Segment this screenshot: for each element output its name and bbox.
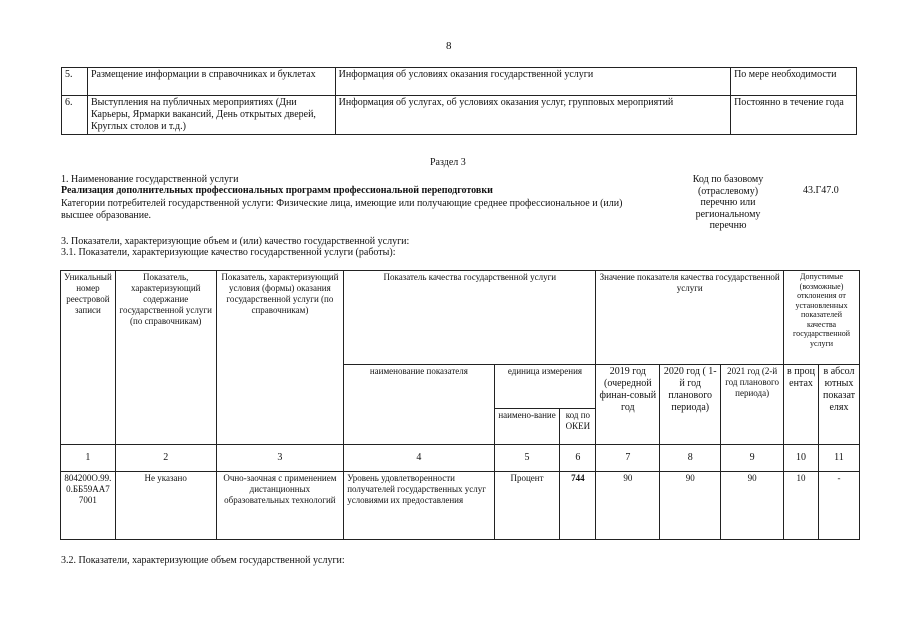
header-absolute: в абсолютных показателях	[819, 365, 860, 445]
consumer-categories: Категории потребителей государственной услуги: Физические лица, имеющие или получающие среднее профессиональное и (или) высшее образование.	[61, 198, 623, 221]
volume-heading: 3.2. Показатели, характеризующие объем государственной услуги:	[61, 555, 345, 566]
header-deviation: Допустимые (возможные) отклонения от установленных показателей качества государственной услуги	[784, 271, 860, 365]
column-number: 11	[819, 445, 860, 472]
row-number: 5.	[62, 68, 88, 96]
content-value: Не указано	[115, 472, 216, 540]
column-number: 1	[61, 445, 116, 472]
column-number: 4	[344, 445, 494, 472]
header-okei: код по ОКЕИ	[560, 409, 596, 445]
column-number: 10	[784, 445, 819, 472]
deviation-percent: 10	[784, 472, 819, 540]
header-percent: в процентах	[784, 365, 819, 445]
table-row	[61, 472, 860, 540]
column-number-row	[61, 445, 860, 472]
indicator-name: Уровень удовлетворенности получателей государственных услуг условиями их предоставления	[344, 472, 494, 540]
content-cell: Информация об услугах, об условиях оказания услуг, групповых мероприятий	[335, 96, 730, 135]
column-number: 5	[494, 445, 560, 472]
event-cell: Выступления на публичных мероприятиях (Дни Карьеры, Ярмарки вакансий, День открытых дверей, Круглых столов и т.д.)	[87, 96, 335, 135]
header-2019: 2019 год (очередной финан-совый год	[596, 365, 660, 445]
header-unit: единица измерения	[494, 365, 596, 409]
header-unit-name: наимено-вание	[494, 409, 560, 445]
header-indicator-name: наименование показателя	[344, 365, 494, 445]
event-cell: Размещение информации в справочниках и буклетах	[87, 68, 335, 96]
column-number: 6	[560, 445, 596, 472]
header-conditions: Показатель, характеризующий условия (формы) оказания государственной услуги (по справочникам)	[216, 271, 344, 445]
column-number: 9	[721, 445, 784, 472]
header-quality: Показатель качества государственной услуги	[344, 271, 596, 365]
header-2020: 2020 год ( 1-й год планового периода)	[660, 365, 721, 445]
frequency-cell: Постоянно в течение года	[731, 96, 857, 135]
column-number: 8	[660, 445, 721, 472]
value-2020: 90	[660, 472, 721, 540]
deviation-absolute: -	[819, 472, 860, 540]
row-number: 6.	[62, 96, 88, 135]
section-title: Раздел 3	[430, 157, 466, 168]
header-value: Значение показателя качества государственной услуги	[596, 271, 784, 365]
okei-value: 744	[560, 472, 596, 540]
registry-number: 804200О.99.0.ББ59АА77001	[61, 472, 116, 540]
column-number: 7	[596, 445, 660, 472]
conditions-value: Очно-заочная с применением дистанционных образовательных технологий	[216, 472, 344, 540]
unit-value: Процент	[494, 472, 560, 540]
value-2021: 90	[721, 472, 784, 540]
header-registry: Уникальный номер реестровой записи	[61, 271, 116, 445]
table-row	[62, 96, 857, 135]
info-table	[61, 67, 857, 135]
header-2021: 2021 год (2-й год планового периода)	[721, 365, 784, 445]
service-name-label: 1. Наименование государственной услуги	[61, 174, 239, 185]
frequency-cell: По мере необходимости	[731, 68, 857, 96]
column-number: 2	[115, 445, 216, 472]
code-label: Код по базовому (отраслевому) перечню или региональному перечню	[692, 174, 764, 231]
quality-heading: 3.1. Показатели, характеризующие качество государственной услуги (работы):	[61, 247, 396, 258]
value-2019: 90	[596, 472, 660, 540]
quality-table	[60, 270, 860, 540]
indicators-heading: 3. Показатели, характеризующие объем и (или) качество государственной услуги:	[61, 236, 410, 247]
code-value: 43.Г47.0	[803, 185, 839, 196]
service-name-value: Реализация дополнительных профессиональных программ профессиональной переподготовки	[61, 185, 493, 196]
content-cell: Информация об условиях оказания государственной услуги	[335, 68, 730, 96]
column-number: 3	[216, 445, 344, 472]
header-content: Показатель, характеризующий содержание государственной услуги (по справочникам)	[115, 271, 216, 445]
table-row	[62, 68, 857, 96]
page-number: 8	[446, 40, 452, 52]
